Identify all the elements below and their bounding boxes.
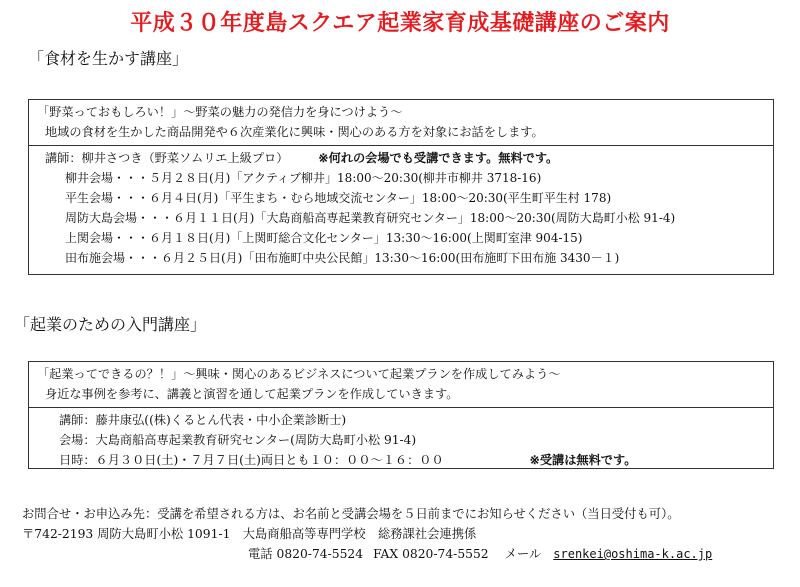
section-heading-startup: 「起業のための入門講座」 — [14, 315, 207, 334]
startup-course-box — [28, 361, 774, 469]
startup-course-intro — [29, 362, 773, 408]
food-course-description: 地域の食材を生かした商品開発や６次産業化に興味・関心のある方を対象にお話をします。 — [45, 125, 544, 139]
venue-tabuse: 田布施会場・・・６月２５日(月)「田布施町中央公民館」13:30～16:00(田布施町下田布施 3430－１) — [65, 251, 620, 265]
venue-yanai: 柳井会場・・・５月２８日(月)「アクティブ柳井」18:00～20:30(柳井市柳井 3718-16) — [65, 171, 542, 185]
food-course-box — [28, 99, 774, 275]
startup-course-venue: 会場：大島商船高専起業教育研究センター(周防大島町小松 91-4) — [59, 433, 417, 447]
venue-suo-oshima: 周防大島会場・・・６月１１日(月)「大島商船高専起業教育研究センター」18:00～20:30(周防大島町小松 91-4) — [65, 211, 676, 225]
section-heading-food: 「食材を生かす講座」 — [28, 49, 189, 68]
food-course-details — [29, 146, 773, 272]
food-course-lecturer: 講師：柳井さつき（野菜ソムリエ上級プロ） — [45, 151, 289, 165]
startup-course-lecturer: 講師：藤井康弘((株)くるとん代表・中小企業診断士) — [59, 413, 347, 427]
venue-kaminoseki: 上関会場・・・６月１８日(月)「上関町総合文化センター」13:30～16:00(上関町室津 904-15) — [65, 231, 583, 245]
startup-course-catchphrase: 「起業ってできるの？！」～興味・関心のあるビジネスについて起業プランを作成してみよう～ — [37, 367, 561, 381]
phone-number: 電話 0820-74-5524 — [248, 547, 364, 561]
food-course-catchphrase: 「野菜っておもしろい！」～野菜の魅力の発信力を身につけよう～ — [37, 105, 403, 119]
postal-address: 〒742-2193 周防大島町小松 1091-1 大島商船高等専門学校 総務課社会連携係 — [22, 527, 477, 541]
email-label: メール — [504, 547, 542, 561]
food-course-intro — [29, 100, 773, 146]
contact-footer — [22, 504, 792, 564]
page-title: 平成３０年度島スクエア起業家育成基礎講座のご案内 — [130, 10, 670, 36]
startup-course-dates: 日時：６月３０日(土)・７月７日(土)両日とも１０：００～１６：００ — [59, 453, 444, 467]
food-course-note: ※何れの会場でも受講できます。無料です。 — [318, 151, 559, 165]
startup-course-note: ※受講は無料です。 — [529, 453, 637, 467]
startup-course-details — [29, 408, 773, 472]
inquiry-text: お問合せ・お申込み先：受講を希望される方は、お名前と受講会場を５日前までにお知らせください（当日受付も可）。 — [22, 507, 680, 521]
email-link[interactable]: srenkei@oshima-k.ac.jp — [553, 547, 713, 561]
startup-course-description: 身近な事例を参考に、講義と演習を通して起業プランを作成していきます。 — [45, 387, 459, 401]
venue-hirao: 平生会場・・・６月４日(月)「平生まち・むら地域交流センター」18:00～20:30(平生町平生村 178) — [65, 191, 612, 205]
fax-number: FAX 0820-74-5552 — [373, 547, 489, 561]
